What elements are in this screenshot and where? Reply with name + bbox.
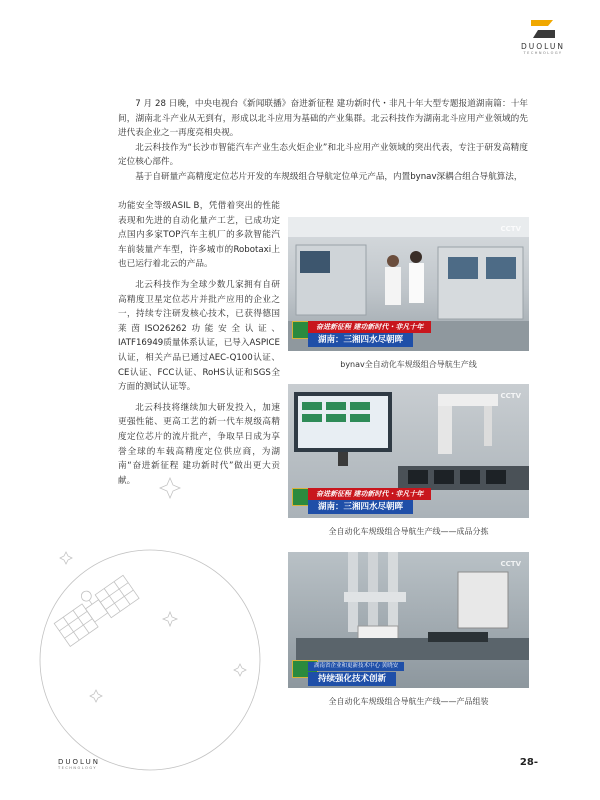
figure-2-watermark: CCTV [500, 392, 521, 400]
figure-1-banner-blue: 湖南：三湘四水尽朝晖 [308, 333, 413, 347]
paragraph-1: 7 月 28 日晚，中央电视台《新闻联播》奋进新征程 建功新时代・非凡十年大型专题报道湖南篇：十年间，湖南北斗产业从无到有，形成以北斗应用为基础的产业集群。北云科技作为湖南北斗应用产业领域的先进代表企业之一再度亮相央视。 [118, 99, 528, 139]
paragraph-3a: 基于自研量产高精度定位芯片开发的车规级组合导航定位单元产品，内置bynav深耦合组合导航算法， [135, 171, 523, 182]
figure-3-banner-blue: 持续强化技术创新 [308, 672, 396, 686]
figure-1-banner-red: 奋进新征程 建功新时代・非凡十年 [308, 321, 431, 333]
paragraph-3b: 功能安全等级ASIL B，凭借着突出的性能表现和先进的自动化量产工艺，已成功定点国内多家TOP汽车主机厂的多款智能汽车前装量产车型，许多城市的Robotaxi上也已运行着北云的产品。 [118, 201, 280, 270]
paragraph-5: 北云科技将继续加大研发投入，加速更强性能、更高工艺的新一代车规级高精度定位芯片的流片批产，争取早日成为享誉全球的车载高精度定位供应商，为湖南“奋进新征程 建功新时代”做出更大贡献。 [118, 402, 280, 486]
figure-1-watermark: CCTV [500, 225, 521, 233]
figure-3-watermark: CCTV [500, 560, 521, 568]
figure-2-banner-red: 奋进新征程 建功新时代・非凡十年 [308, 488, 431, 500]
brand-sub: TECHNOLOGY [523, 51, 563, 55]
footer-word: DUOLUN [58, 758, 100, 766]
page-number: 28- [519, 757, 538, 768]
figure-2-banner-blue: 湖南：三湘四水尽朝晖 [308, 500, 413, 514]
paragraph-2: 北云科技作为“长沙市智能汽车产业生态火炬企业”和北斗应用产业领域的突出代表，专注于研发高精度定位核心部件。 [118, 142, 528, 168]
brand-word: DUOLUN [520, 42, 566, 51]
figure-3-banner-small: 湖南省企业和更新技术中心 黄晓安 [308, 662, 404, 671]
footer-logo [58, 758, 100, 770]
footer-sub: TECHNOLOGY [58, 766, 98, 770]
paragraph-4: 北云科技作为全球少数几家拥有自研高精度卫星定位芯片并批产应用的企业之一，持续专注研发核心技术，已获得德国莱茵ISO26262功能安全认证、IATF16949质量体系认证，已导入ASPICE认证，相关产品已通过AEC-Q100认证、CE认证、FCC认证、RoHS认证和SGS全方面的测试认证等。 [118, 279, 280, 393]
figure-1-caption: bynav全自动化车规级组合导航生产线 [340, 360, 477, 369]
figure-2-caption: 全自动化车规级组合导航生产线——成品分拣 [328, 527, 489, 536]
figure-3-caption: 全自动化车规级组合导航生产线——产品组装 [328, 697, 489, 706]
